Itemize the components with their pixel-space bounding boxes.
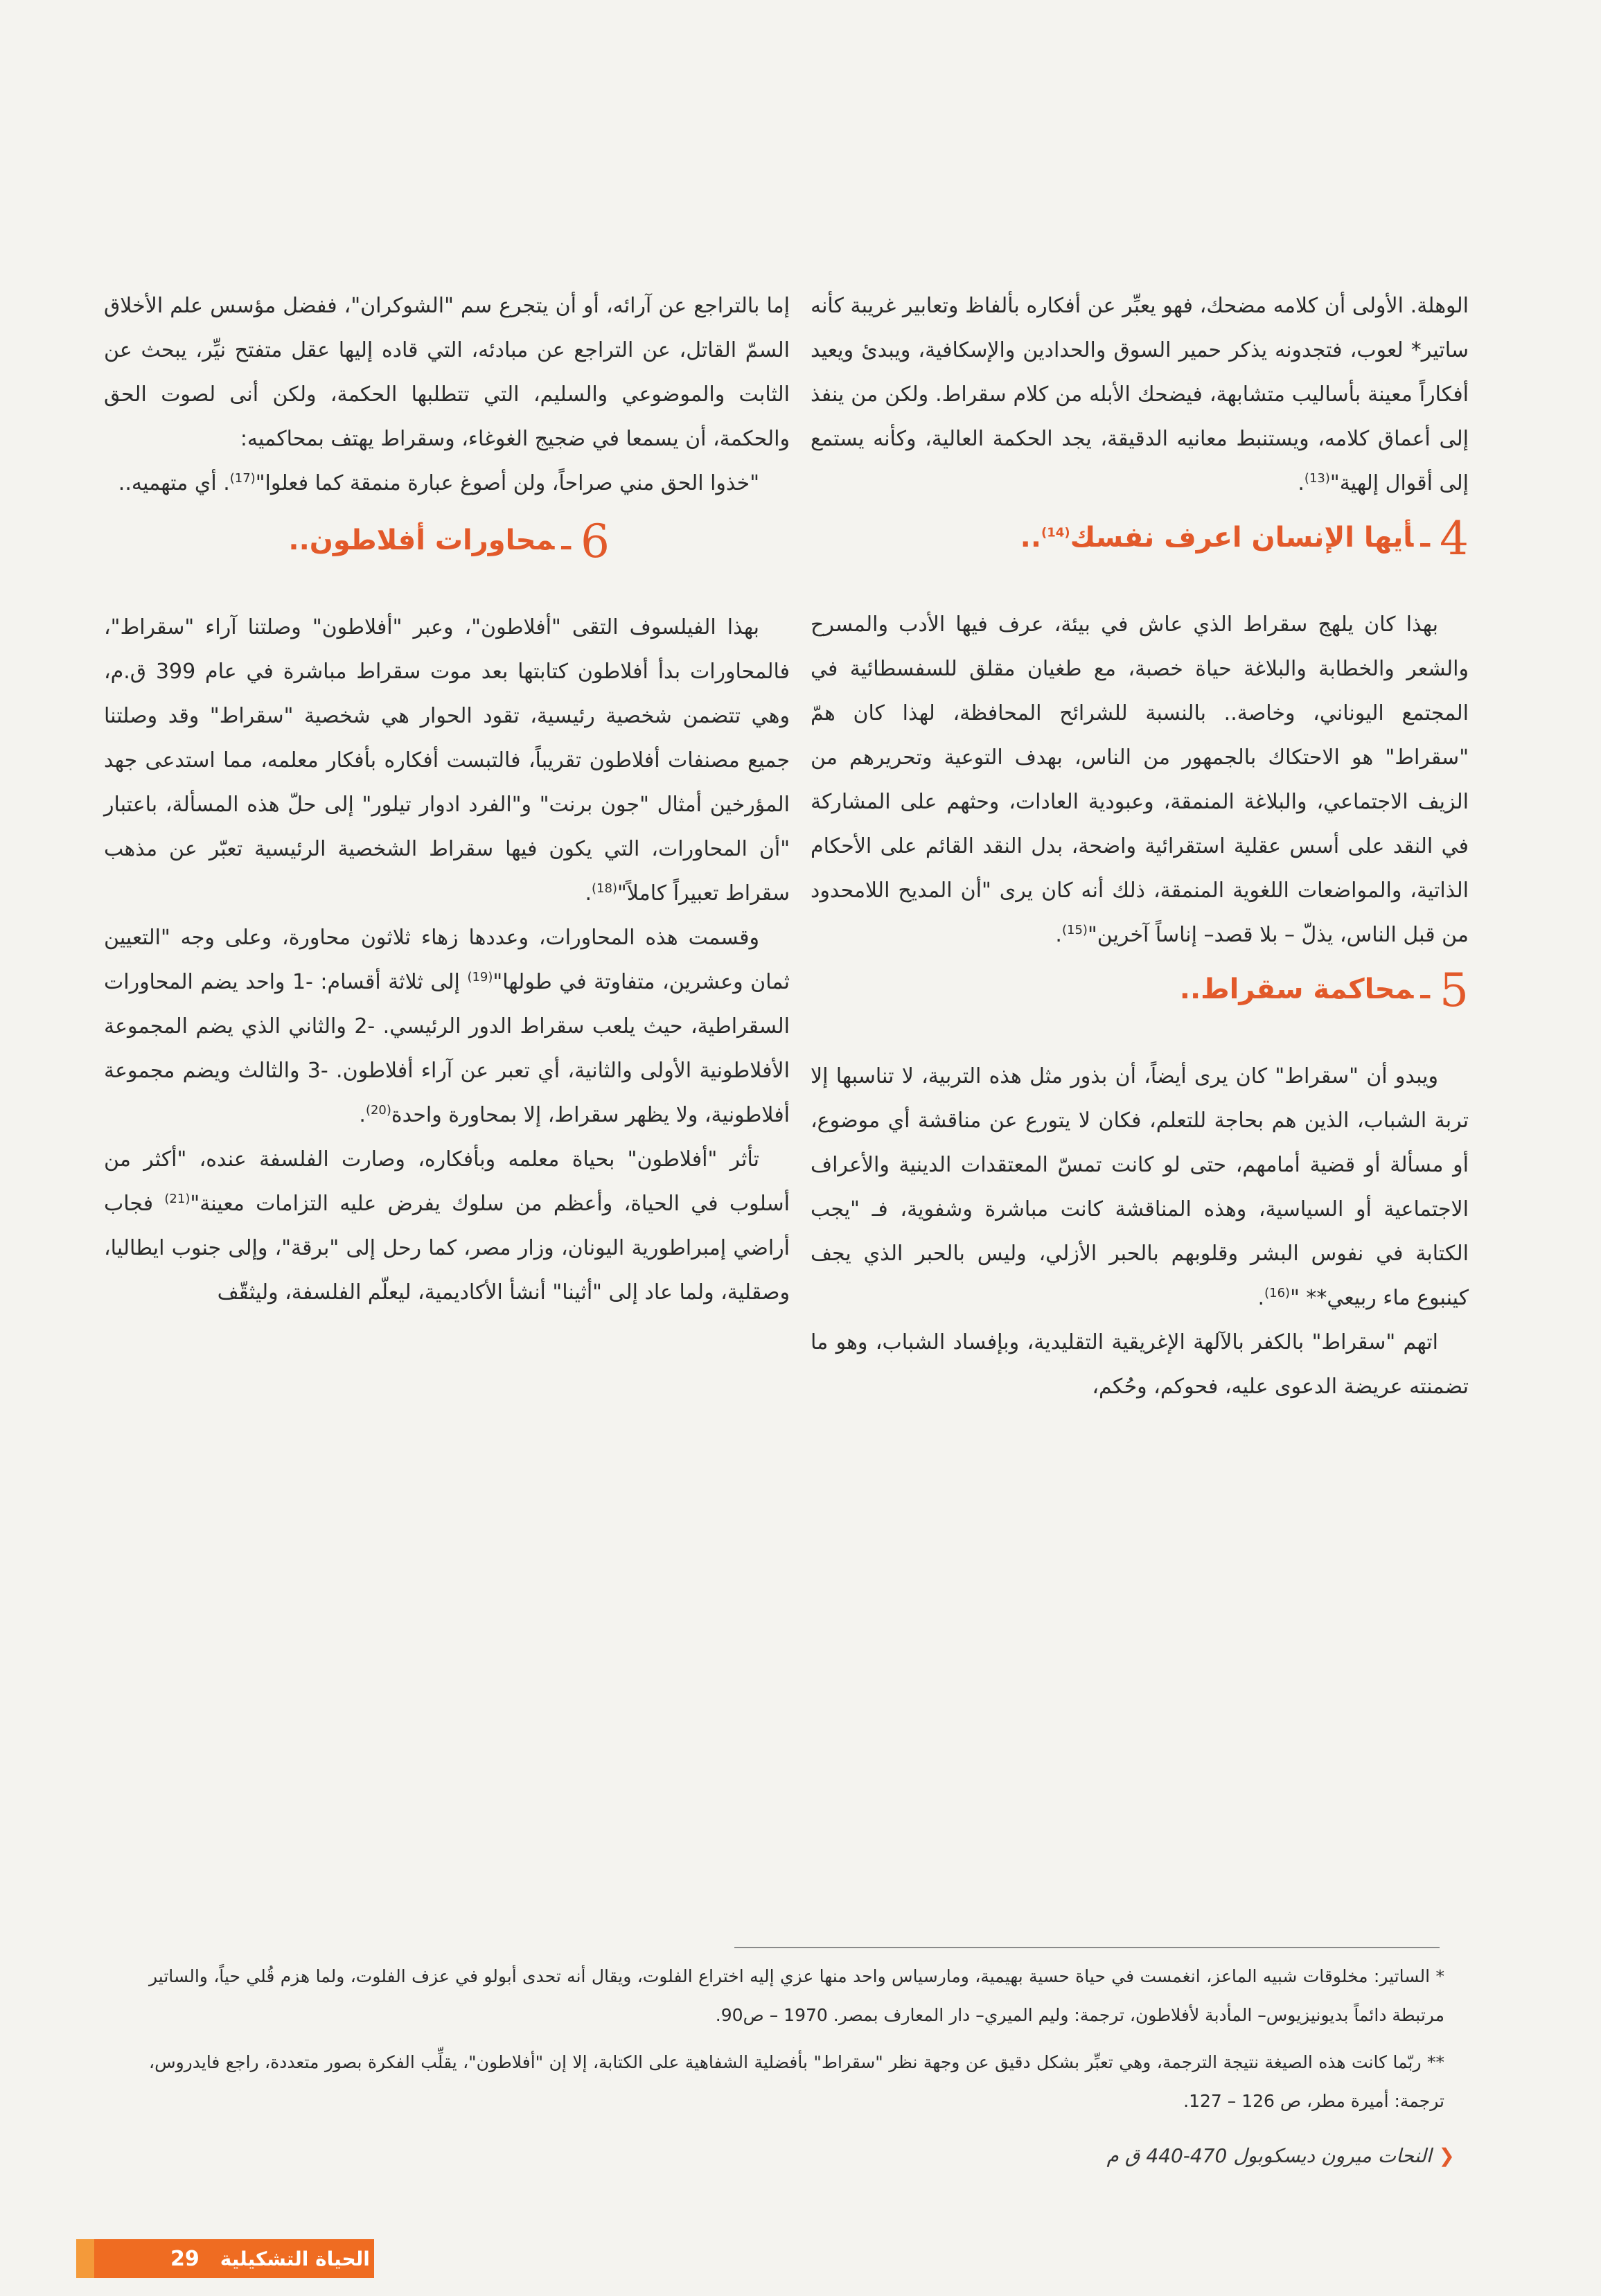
footnotes: [149, 1957, 1444, 2121]
section-heading-5: 5ـمحاكمة سقراط..: [1179, 964, 1469, 1017]
quote: "خذوا الحق مني صراحاً، ولن أصوغ عبارة منمقة كما فعلوا"$^{(17)}$. أي متهميه..: [118, 471, 759, 495]
left-column: [104, 284, 790, 1315]
paragraph: بهذا الفيلسوف التقى "أفلاطون"، وعبر "أفلاطون" وصلتنا آراء "سقراط"، فالمحاورات بدأ أفلاطون كتابتها بعد موت سقراط مباشرة في عام 399 ق.م، وهي تتضمن شخصية رئيسية، تقود الحوار هي شخصية "سقراط" وقد وصلتنا جميع مصنفات أفلاطون تقريباً، فالتبست أفكاره بأفكار معلمه، مما استدعى جهد المؤرخين أمثال "جون برنت" و"الفرد ادوار تيلور" إلى حلّ هذه المسألة، باعتبار "أن المحاورات، التي يكون فيها سقراط الشخصية الرئيسية تعبّر عن مذهب سقراط تعبيراً كاملاً"$^{(18)}$.: [104, 615, 790, 906]
footnote: ** ربّما كانت هذه الصيغة نتيجة الترجمة، وهي تعبِّر بشكل دقيق عن وجهة نظر "سقراط" بأفضلية الشفاهية على الكتابة، إلا إن "أفلاطون"، يقلِّب الفكرة بصور متعددة، راجع فايدروس، ترجمة: أميرة مطر، ص 126 – 127.: [149, 2052, 1444, 2111]
chevron-left-icon: ❮: [1438, 2144, 1455, 2167]
right-column: [811, 284, 1469, 1409]
section-heading-6: 6ـمحاورات أفلاطون..: [288, 515, 610, 568]
paragraph: بهذا كان يلهج سقراط الذي عاش في بيئة، عرف فيها الأدب والمسرح والشعر والخطابة والبلاغة حياة خصبة، مع طغيان مقلق للسفسطائية في المجتمع اليوناني، وخاصة.. بالنسبة للشرائح المحافظة، لهذا كان همّ "سقراط" هو الاحتكاك بالجمهور من الناس، بهدف التوعية وتحريرهم من الزيف الاجتماعي، والبلاغة المنمقة، وعبودية العادات، وحثهم على المشاركة في النقد على أسس عقلية استقرائية واضحة، بدل النقد القائم على الأحكام الذاتية، والمواضعات اللغوية المنمقة، ذلك أنه كان يرى "أن المديح اللامحدود من قبل الناس، يذلّ – بلا قصد– إناساً آخرين"$^{(15)}$.: [811, 612, 1469, 947]
paragraph: وقسمت هذه المحاورات، وعددها زهاء ثلاثون محاورة، وعلى وجه "التعيين ثمان وعشرين، متفاوتة في طولها"$^{(19)}$ إلى ثلاثة أقسام: -1 واحد يضم المحاورات السقراطية، حيث يلعب سقراط الدور الرئيسي. -2 والثاني الذي يضم المجموعة الأفلاطونية الأولى والثانية، أي تعبر عن آراء أفلاطون. -3 والثالث ويضم مجموعة أفلاطونية، ولا يظهر سقراط، إلا بمحاورة واحدة$^{(20)}$.: [104, 926, 790, 1127]
footnote-divider: [734, 1947, 1440, 1948]
badge-accent-bar: [76, 2239, 94, 2278]
footnote: * الساتير: مخلوقات شبيه الماعز، انغمست في حياة حسية بهيمية، ومارسياس واحد منها عزي إليه اختراع الفلوت، ويقال أنه تحدى أبولو في عزف الفلوت، ولما هزم قُلي حياً، والساتير مرتبطة دائماً بديونيزيوس– المأدبة لأفلاطون، ترجمة: وليم الميري– دار المعارف بمصر. 1970 – ص90.: [149, 1966, 1444, 2025]
page-number-badge: [76, 2239, 374, 2278]
magazine-name: الحياة التشكيلية: [220, 2247, 370, 2270]
paragraph: ويبدو أن "سقراط" كان يرى أيضاً، أن بذور مثل هذه التربية، لا تناسبها إلا تربة الشباب، الذين هم بحاجة للتعلم، فكان لا يتورع عن مناقشة أي موضوع، أو مسألة أو قضية أمامهم، حتى لو كانت تمسّ المعتقدات الدينية والأعراف الاجتماعية أو السياسية، وهذه المناقشة كانت مباشرة وشفوية، فـ "يجب الكتابة في نفوس البشر وقلوبهم بالحبر الأزلي، وليس بالحبر الذي يجف كينبوع ماء ربيعي** "$^{(16)}$.: [811, 1064, 1469, 1310]
paragraph: تأثر "أفلاطون" بحياة معلمه وبأفكاره، وصارت الفلسفة عنده، "أكثر من أسلوب في الحياة، وأعظم من سلوك يفرض عليه التزامات معينة"$^{(21)}$ فجاب أراضي إمبراطورية اليونان، وزار مصر، كما رحل إلى "برقة"، وإلى جنوب ايطاليا، وصقلية، ولما عاد إلى "أثينا" أنشأ الأكاديمية، ليعلّم الفلسفة، وليثقّف: [104, 1147, 790, 1305]
paragraph: الوهلة. الأولى أن كلامه مضحك، فهو يعبِّر عن أفكاره بألفاظ وتعابير غريبة كأنه ساتير* لعوب، فتجدونه يذكر حمير السوق والحدادين والإسكافية، ويبدئ ويعيد أفكاراً معينة بأساليب متشابهة، فيضحك الأبله من كلام سقراط. ولكن من ينفذ إلى أعماق كلامه، ويستنبط معانيه الدقيقة، يجد الحكمة العالية، وكأنه يستمع إلى أقوال إلهية"$^{(13)}$.: [811, 294, 1469, 495]
section-heading-4: 4ـأيها الإنسان اعرف نفسك$^{(14)}$..: [1020, 512, 1469, 565]
paragraph: اتهم "سقراط" بالكفر بالآلهة الإغريقية التقليدية، وبإفساد الشباب، وهو ما تضمنته عريضة الدعوى عليه، فحوكم، وحُكم،: [811, 1330, 1469, 1399]
paragraph: إما بالتراجع عن آرائه، أو أن يتجرع سم "الشوكران"، ففضل مؤسس علم الأخلاق السمّ القاتل، عن التراجع عن مبادئه، التي قاده إليها عقل متفتح نيِّر، يبحث عن الثابت والموضوعي والسليم، التي تتطلبها الحكمة، ولكن أنى لصوت الحق والحكمة، أن يسمعا في ضجيج الغوغاء، وسقراط يهتف بمحاكميه:: [104, 294, 790, 451]
image-caption: ❮النحات ميرون ديسكوبول 470-440 ق م: [1106, 2144, 1455, 2167]
page-number: 29: [170, 2246, 200, 2271]
